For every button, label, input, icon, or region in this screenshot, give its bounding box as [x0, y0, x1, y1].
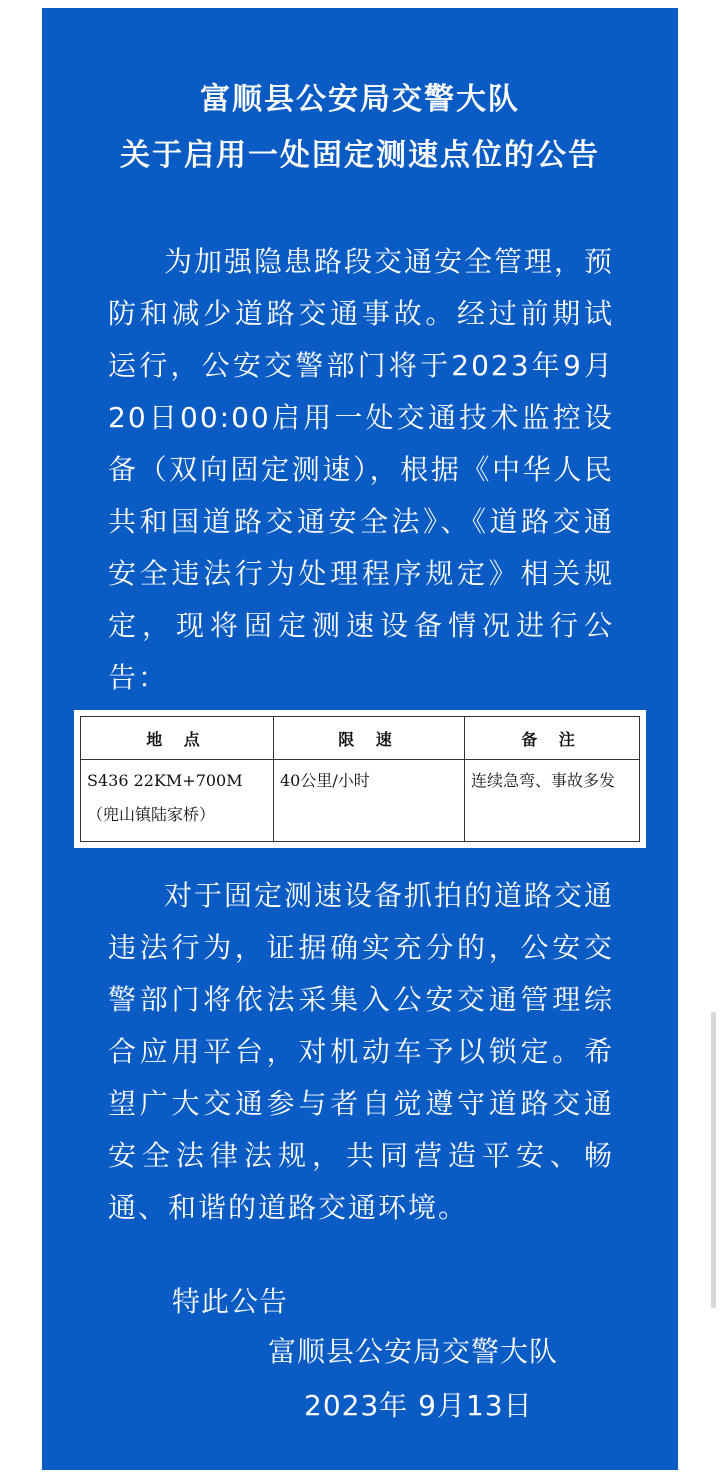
table-row	[81, 760, 640, 842]
closing-statement: 特此公告	[172, 1285, 289, 1318]
cell-speed-limit: 40公里/小时	[274, 760, 465, 842]
notice-paragraph-2: 对于固定测速设备抓拍的道路交通违法行为，证据确实充分的，公安交警部门将依法采集入公安交通管理综合应用平台，对机动车予以锁定。希望广大交通参与者自觉遵守道路交通安全法律法规，共同营造平安、畅通、和谐的道路交通环境。	[108, 879, 615, 1224]
notice-title-line1: 富顺县公安局交警大队	[200, 82, 520, 117]
header-speed-limit: 限 速	[274, 717, 465, 760]
issue-date: 2023年 9月13日	[304, 1389, 533, 1422]
header-remarks: 备 注	[465, 717, 640, 760]
cell-remarks: 连续急弯、事故多发	[465, 760, 640, 842]
notice-title-line2: 关于启用一处固定测速点位的公告	[120, 138, 600, 173]
cell-location: S436 22KM+700M（兜山镇陆家桥）	[81, 760, 274, 842]
notice-panel	[42, 8, 678, 1470]
issuer-signature: 富顺县公安局交警大队	[268, 1335, 559, 1368]
header-location: 地 点	[81, 717, 274, 760]
page-scrollbar[interactable]	[711, 1012, 716, 1308]
speed-camera-table	[74, 710, 646, 848]
table-header-row	[81, 717, 640, 760]
notice-paragraph-1: 为加强隐患路段交通安全管理，预防和减少道路交通事故。经过前期试运行，公安交警部门将于2023年9月20日00:00启用一处交通技术监控设备（双向固定测速），根据《中华人民共和国道路交通安全法》、《道路交通安全违法行为处理程序规定》相关规定，现将固定测速设备情况进行公告：	[108, 245, 615, 694]
